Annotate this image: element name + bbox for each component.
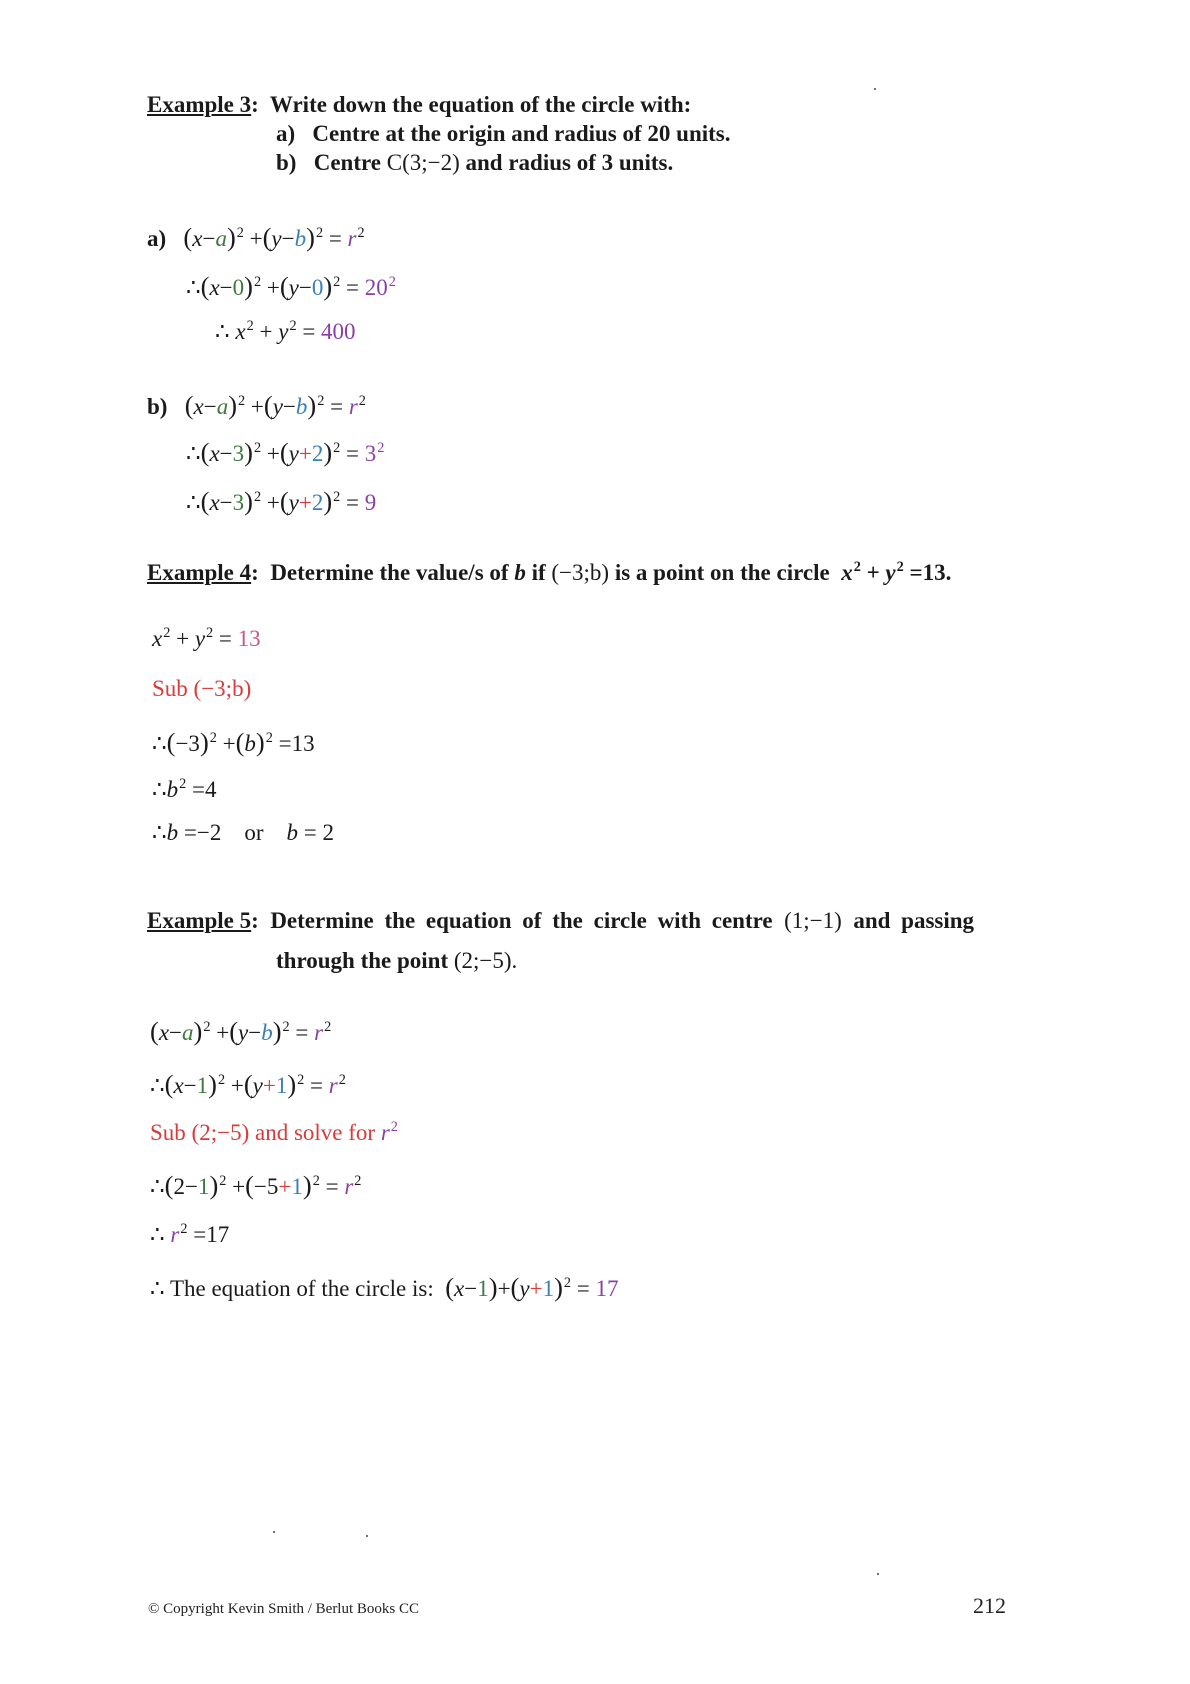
example3-part-b [276,150,673,176]
example4-title-post: is a point on the circle [614,560,830,585]
example4-point: (−3;b) [551,560,610,585]
example3-heading: Example 3: Write down the equation of the circle with: [147,92,692,117]
ex5-line5: ∴ $r^2 =17$ [150,1221,230,1247]
ex4-line3: $\therefore(-3)^2 +(b)^2 =13$ [152,727,315,757]
ex4-or: or [244,820,264,845]
example5-heading-line2 [276,948,517,974]
ex3a-line2: $\therefore(x-0)^2 +(y-0)^2 = 20^2$ [186,271,396,301]
ex4-sub-line [152,676,251,702]
ex5-sub-label: Sub [150,1120,186,1145]
ex4-line5: ∴b =−2 or b = 2 [152,820,334,845]
example4-title-if: if [531,560,546,585]
ex5-conclusion: ∴ The equation of the circle is: [150,1276,434,1301]
ex4-line4: $\therefore b^2 =4$ [152,776,217,802]
ex3b-marker: b) [147,394,168,419]
ex5-line6: ∴ The equation of the circle is: $(x-1)+(y+1)^2 = 17$ [150,1272,619,1302]
copyright: © Copyright Kevin Smith / Berlut Books CC [148,1601,419,1617]
ex5-sub-post: and solve for [254,1120,376,1145]
ex4-sub-label: Sub [152,676,188,701]
ex5-line2: $\therefore(x-1)^2 +(y+1)^2 = r^2$ [150,1069,346,1099]
page-number: 212 [973,1593,1006,1618]
example5-title-and: and passing [853,908,975,933]
ex3a-line3: ∴ $x^2 + y^2 = 400$ [215,318,356,344]
example3-part-a [276,121,731,147]
part-b-marker: b) [276,150,297,175]
ex3a-marker: a) [147,226,167,251]
ex3b-line2: $\therefore(x-3)^2 +(y+2)^2 = 3^2$ [186,437,385,467]
example5-heading: Example 5: Determine the equation of the circle with centre (1;−1) and passing [147,908,975,933]
example4-label: Example 4 [147,560,252,585]
part-b-text-pre: Centre [313,150,381,175]
example3-label: Example 3 [147,92,252,117]
ex4-line1: $x^2 + y^2 = 13$ [152,625,261,651]
example4-title-pre: Determine the value/s of [270,560,509,585]
ex5-line1: $(x-a)^2 +(y-b)^2 = r^2$ [150,1016,332,1046]
ex3a-line1: a) $(x-a)^2 +(y-b)^2 = r^2$ [147,222,365,252]
scan-speck [877,1573,879,1575]
example5-centre: (1;−1) [784,908,842,933]
ex3b-line3: $\therefore(x-3)^2 +(y+2)^2 = 9$ [186,486,377,516]
example5-line2-pre: through the point [276,948,449,973]
scan-speck [273,1531,275,1533]
ex5-sub-line: Sub (2;−5) and solve for $r^2$ [150,1119,398,1145]
example5-label: Example 5 [147,908,252,933]
part-b-text-post: and radius of 3 units. [465,150,674,175]
part-b-point: C(3;−2) [386,150,460,175]
ex5-line4: $\therefore(2-1)^2 +(-5+1)^2 = r^2$ [150,1170,362,1200]
ex4-sub-point: (−3;b) [193,676,252,701]
part-a-marker: a) [276,121,296,146]
ex5-sub-point: (2;−5) [191,1120,250,1145]
scan-speck [366,1535,368,1537]
example4-var-b: b [514,560,526,585]
example5-point: (2;−5). [453,948,518,973]
example3-title: Write down the equation of the circle with: [269,92,692,117]
example4-heading: Example 4: Determine the value/s of b if (−3;b) is a point on the circle $x^2 + y^2 =13$. [147,559,952,585]
ex3b-line1: b) $(x-a)^2 +(y-b)^2 = r^2$ [147,390,366,420]
part-a-text: Centre at the origin and radius of 20 units. [312,121,731,146]
scan-speck [874,88,876,90]
example5-title-pre: Determine the equation of the circle with centre [270,908,773,933]
